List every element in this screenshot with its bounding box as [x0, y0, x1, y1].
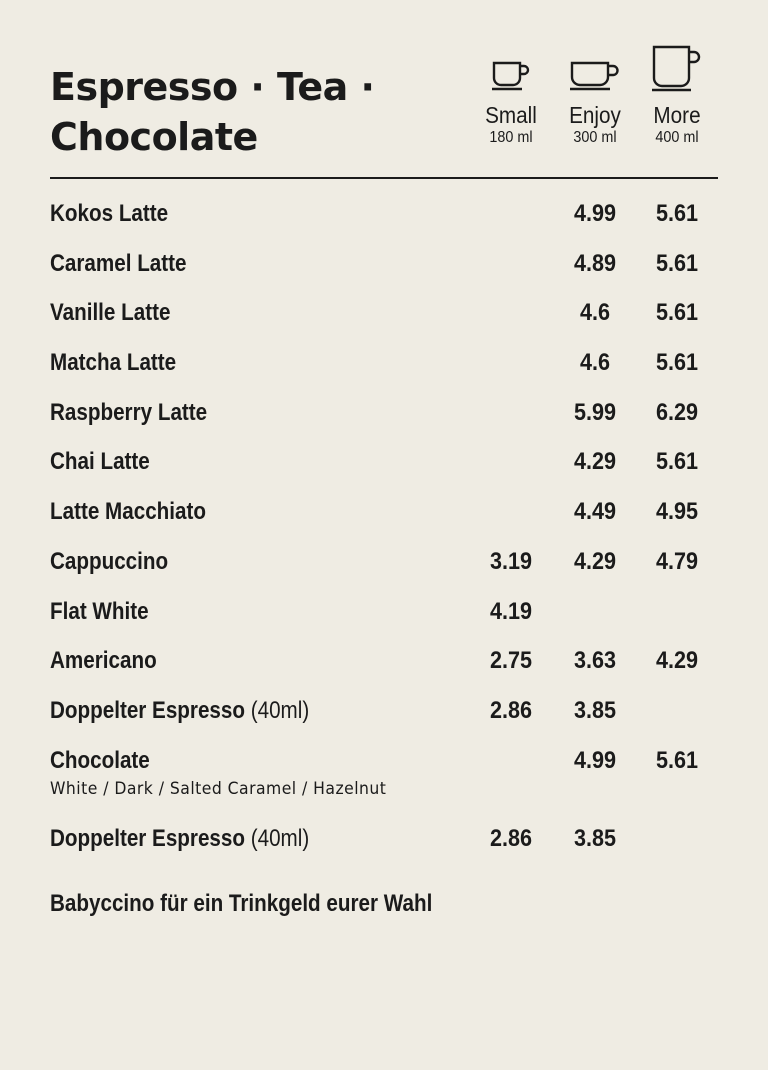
babyccino-note: Babyccino für ein Trinkgeld eurer Wahl [50, 890, 433, 917]
item-name-text: Caramel Latte [50, 249, 187, 277]
item-name-text: Chai Latte [50, 448, 150, 476]
menu-row [50, 543, 718, 593]
item-name-text: Americano [50, 647, 157, 675]
menu-row [50, 245, 718, 295]
price-small: 2.86 [489, 696, 533, 724]
item-name [50, 824, 309, 854]
size-label: Enjoy [569, 102, 621, 128]
item-name [50, 199, 168, 229]
item-flavors: White / Dark / Salted Caramel / Hazelnut [50, 778, 387, 799]
price-enjoy: 4.6 [579, 299, 611, 327]
item-name [50, 497, 206, 527]
price-enjoy: 3.85 [573, 824, 617, 852]
item-name-text: Raspberry Latte [50, 398, 208, 426]
header-divider [50, 177, 718, 179]
price-enjoy: 4.6 [579, 349, 611, 377]
size-volume: 400 ml [655, 129, 699, 146]
menu-row [50, 344, 718, 394]
item-name [50, 547, 168, 577]
price-enjoy: 5.99 [573, 398, 617, 426]
price-small: 2.86 [489, 824, 533, 852]
item-name-text: Matcha Latte [50, 349, 177, 377]
price-enjoy: 4.29 [573, 547, 617, 575]
item-note: (40ml) [250, 824, 310, 852]
size-label: More [653, 102, 701, 128]
menu-row [50, 195, 718, 245]
item-name [50, 746, 150, 776]
price-small: 3.19 [489, 547, 533, 575]
item-name [50, 646, 157, 676]
price-more: 5.61 [655, 249, 699, 277]
price-enjoy: 4.99 [573, 746, 617, 774]
price-small: 2.75 [489, 647, 533, 675]
item-name [50, 249, 187, 279]
size-column-more [635, 44, 719, 148]
menu-row [50, 692, 718, 742]
price-more: 5.61 [655, 200, 699, 227]
item-name [50, 447, 150, 477]
menu-row [50, 394, 718, 444]
menu-row [50, 820, 718, 870]
menu-row [50, 493, 718, 543]
item-name-text: Vanille Latte [50, 299, 171, 327]
item-name-text: Flat White [50, 597, 149, 625]
item-name [50, 696, 309, 726]
size-label: Small [485, 102, 537, 128]
menu-row [50, 742, 718, 820]
price-more: 6.29 [655, 398, 699, 426]
item-name [50, 298, 170, 328]
item-note: (40ml) [250, 696, 310, 724]
menu-row [50, 294, 718, 344]
price-enjoy: 4.29 [573, 448, 617, 476]
menu-row [50, 593, 718, 643]
item-name [50, 348, 176, 378]
menu-row [50, 642, 718, 692]
price-more: 4.29 [655, 647, 699, 675]
price-more: 5.61 [655, 746, 699, 774]
item-name-text: Doppelter Espresso [50, 824, 245, 852]
medium-cup-icon [553, 44, 637, 92]
price-small: 4.19 [489, 597, 533, 625]
large-cup-icon [635, 44, 719, 92]
menu-row [50, 443, 718, 493]
price-more: 4.79 [655, 547, 699, 575]
size-volume: 300 ml [573, 129, 617, 146]
item-name-text: Latte Macchiato [50, 498, 206, 526]
price-enjoy: 4.89 [573, 249, 617, 277]
item-name [50, 398, 207, 428]
price-enjoy: 3.85 [573, 696, 617, 724]
size-column-small [469, 44, 553, 148]
page-title: Espresso · Tea · Chocolate [50, 65, 375, 159]
price-enjoy: 4.49 [573, 498, 617, 526]
item-name-text: Cappuccino [50, 547, 169, 575]
item-name-text: Chocolate [50, 746, 150, 774]
item-name [50, 597, 149, 627]
price-more: 5.61 [655, 349, 699, 377]
price-more: 5.61 [655, 299, 699, 327]
size-column-enjoy [553, 44, 637, 148]
item-name-text: Doppelter Espresso [50, 696, 245, 724]
price-enjoy: 3.63 [573, 647, 617, 675]
price-more: 5.61 [655, 448, 699, 476]
price-more: 4.95 [655, 498, 699, 526]
menu-items [50, 195, 718, 869]
item-name-text: Kokos Latte [50, 200, 169, 227]
small-cup-icon [469, 44, 553, 92]
size-volume: 180 ml [489, 129, 533, 146]
price-enjoy: 4.99 [573, 200, 617, 227]
